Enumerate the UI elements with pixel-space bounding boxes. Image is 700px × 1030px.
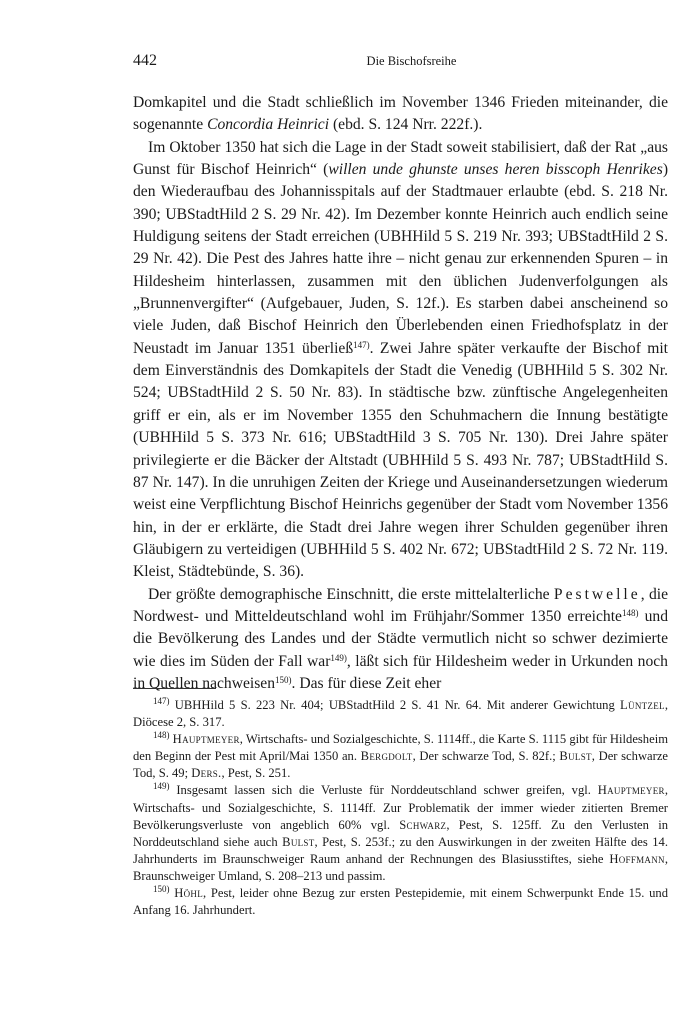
page-header (133, 52, 670, 76)
author-name: Hauptmeyer (597, 783, 665, 798)
author-name: Höhl (174, 886, 204, 901)
footnote-number: 150) (153, 884, 170, 895)
italic-title: Concordia Heinrici (207, 116, 330, 134)
footnote (133, 697, 668, 731)
footnote-ref[interactable]: 147) (353, 339, 370, 350)
footnote-number: 148) (153, 730, 170, 741)
text-run: Im Oktober 1350 hat sich die Lage in der Stadt soweit stabilisiert, daß der Rat „aus Gunst für Bischof Heinrich“ ( (133, 138, 668, 179)
footnotes (133, 697, 668, 919)
paragraph (133, 92, 668, 137)
footnote-number: 147) (153, 696, 170, 706)
footnote-ref[interactable]: 148) (621, 607, 639, 618)
text-run: . Das für diese Zeit eher (291, 674, 442, 692)
text-run: und die Bevölkerung des Landes und der Städte vermutlich nicht so schwer dezimierte wie dies im Süden der Fall war (133, 607, 668, 670)
text-run: , Pest, leider ohne Bezug zur ersten Pestepidemie, mit einem Schwerpunkt Ende 15. und Anfang 16. Jahrhundert. (133, 886, 668, 918)
page-number: 442 (133, 52, 157, 69)
text-run: , Pest, S. 253f.; zu den Auswirkungen in der zweiten Hälfte des 14. Jahrhunderts im Braunschweiger Raum anhand der Rechnungen des Blasiusstiftes, siehe (133, 834, 668, 866)
text-run: . Zwei Jahre später verkaufte der Bischof mit dem Einverständnis des Domkapitels der Stadt die Venedig (UBHHild 5 S. 302 Nr. 524; UBStadtHild 2 S. 50 Nr. 83). In städtische bzw. zünftische Angelegenheiten griff er ein, als er im November 1355 den Schuhmachern die Innung bestätigte (UBHHild 5 S. 373 Nr. 616; UBStadtHild 3 S. 705 Nr. 130). Drei Jahre später privilegierte er die Bäcker der Altstadt (UBHHild 5 S. 493 Nr. 787; UBStadtHild S. 87 Nr. 147). In die unruhigen Zeiten der Kriege und Auseinandersetzungen wiederum weist eine Verpflichtung Bischof Heinrichs gegenüber der Stadt vom November 1356 hin, in der er erklärte, die Stadt drei Jahre wegen ihrer Schulden gegenüber ihren Gläubigern zu verteidigen (UBHHild 5 S. 402 Nr. 672; UBStadtHild 2 S. 72 Nr. 119. Kleist, Städtebünde, S. 36). (133, 339, 669, 581)
author-name: Schwarz (399, 817, 447, 832)
author-name: Hauptmeyer (172, 732, 240, 747)
author-name: Lüntzel (620, 698, 665, 712)
text-run: (ebd. S. 124 Nrr. 222f.). (329, 116, 483, 134)
author-name: Ders. (191, 766, 222, 781)
author-name: Bulst (282, 834, 315, 849)
spaced-term: Pestwelle (553, 585, 641, 603)
author-name: Bergdolt (360, 749, 413, 764)
author-name: Bulst (559, 749, 592, 764)
main-text (133, 92, 668, 695)
paragraph (133, 584, 668, 696)
footnote-ref[interactable]: 150) (275, 674, 292, 685)
paragraph (133, 137, 668, 584)
text-run: , Der schwarze Tod, S. 82f.; (412, 749, 560, 764)
text-run: , die Nordwest- und Mitteldeutschland wohl im Frühjahr/Sommer 1350 erreichte (133, 585, 668, 625)
footnote-number: 149) (153, 781, 170, 792)
text-run: , Wirtschafts- und Sozialgeschichte, S. 1114ff., die Karte S. 1115 gibt für Hildesheim den Beginn der Pest mit April/Mai 1350 an. (133, 732, 668, 764)
author-name: Hoffmann (609, 851, 665, 866)
text-run: , Pest, S. 125ff. Zu den Verlusten in Norddeutschland siehe auch (133, 817, 668, 849)
text-run: , Diöcese 2, S. 317. (133, 698, 668, 730)
text-run: , Wirtschafts- und Sozialgeschichte, S. 1114ff. Zur Problematik der immer wieder zitierten Bremer Bevölkerungsverluste von angeblich 60% vgl. (133, 783, 668, 832)
text-run: Insgesamt lassen sich die Verluste für Norddeutschland schwer greifen, vgl. (169, 783, 598, 798)
running-head: Die Bischofsreihe (366, 54, 457, 68)
footnote-divider (133, 688, 216, 689)
footnote-ref[interactable]: 149) (330, 652, 347, 663)
text-run: , Braunschweiger Umland, S. 208–213 und passim. (133, 851, 668, 883)
footnote (133, 731, 668, 782)
footnote (133, 782, 668, 885)
text-run: , läßt sich für Hildesheim weder in Urkunden noch in Quellen nachweisen (133, 652, 668, 692)
text-run: , Pest, S. 251. (221, 766, 291, 781)
text-run: Domkapitel und die Stadt schließlich im November 1346 Frieden miteinander, die sogenannte (133, 94, 668, 134)
italic-quote: willen unde ghunste unses heren bisscoph Henrikes (328, 161, 663, 179)
text-run: UBHHild 5 S. 223 Nr. 404; UBStadtHild 2 S. 41 Nr. 64. Mit anderer Gewichtung (169, 698, 621, 712)
text-run: , Der schwarze Tod, S. 49; (133, 749, 668, 781)
footnote (133, 885, 668, 919)
text-run: Der größte demographische Einschnitt, die erste mittelalterliche (148, 585, 554, 603)
text-run: ) den Wiederaufbau des Johannisspitals auf der Stadtmauer erlaubte (ebd. S. 218 Nr. 390; UBStadtHild 2 S. 29 Nr. 42). Im Dezember konnte Heinrich auch endlich seine Huldigung seitens der Stadt erreichen (UBHHild 5 S. 219 Nr. 393; UBStadtHild 2 S. 29 Nr. 42). Die Pest des Jahres hatte ihre – nicht genau zur erkennenden Spuren – in Hildesheim hinterlassen, zusammen mit den üblichen Judenverfolgungen als „Brunnenvergifter“ (Aufgebauer, Juden, S. 12f.). Es starben dabei anscheinend so viele Juden, daß Bischof Heinrich den Überlebenden einen Friedhofsplatz in der Neustadt im Januar 1351 überließ (133, 161, 669, 357)
